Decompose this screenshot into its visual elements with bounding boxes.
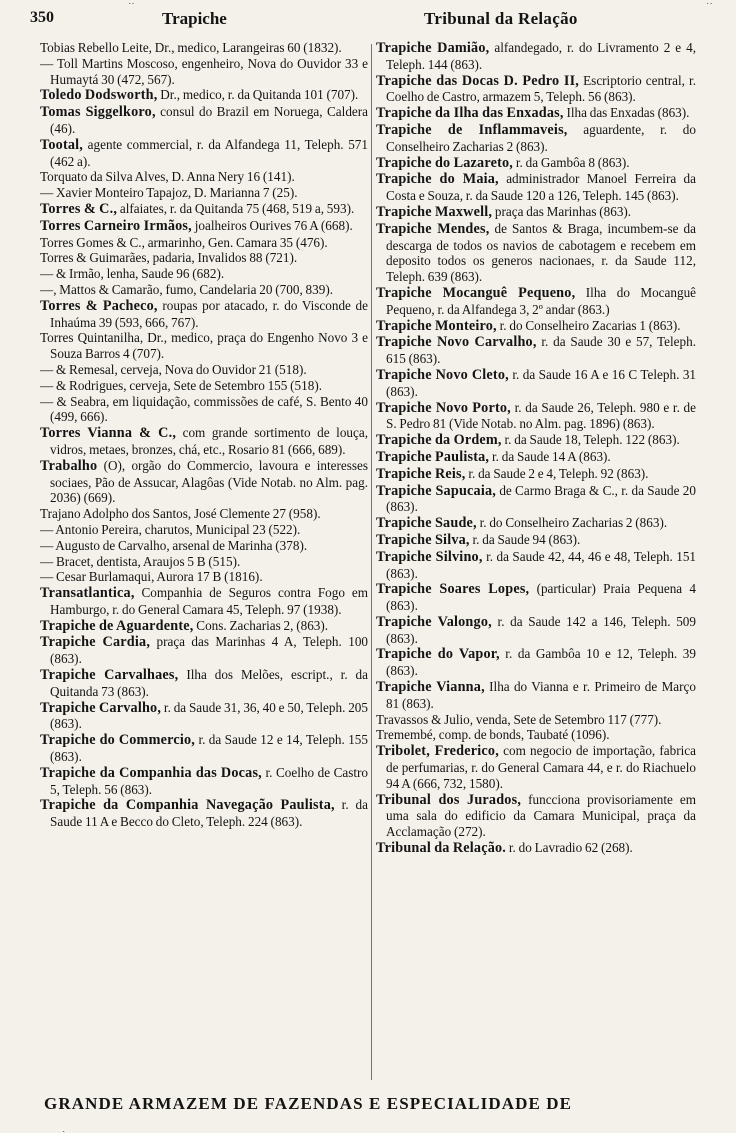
entry-name: Trapiche do Maia,	[376, 171, 499, 188]
entry-name: Trapiche do Commercio,	[40, 732, 196, 749]
directory-entry	[40, 87, 368, 104]
entry-text: Tremembé, comp. de bonds, Taubaté (1096).	[376, 727, 610, 743]
entry-name: Trapiche Paulista,	[376, 448, 490, 465]
entry-text: praça das Marinhas 4 A, Teleph. 100 (863).	[50, 634, 368, 667]
entry-name: Trapiche do Lazareto,	[376, 154, 514, 171]
directory-entry	[40, 667, 368, 700]
entry-text: Ilha do Mocanguê Pequeno, r. da Alfandega 3, 2º andar (863.)	[386, 284, 696, 317]
entry-text: r. da Saude 11 A e Becco do Cleto, Teleph. 224 (863).	[50, 797, 368, 830]
entry-name: Trapiche Silvino,	[376, 548, 483, 565]
directory-entry	[40, 538, 368, 554]
directory-entry	[40, 104, 368, 137]
entry-name: Tribunal da Relação.	[376, 840, 507, 857]
entry-text: com negocio de importação, fabrica de perfumarias, r. do General Camara 44, e r. do Riachuelo 94 A (666, 732, 1580).	[386, 743, 696, 791]
entry-text: agente commercial, r. da Alfandega 11, Teleph. 571 (462 a).	[50, 136, 368, 169]
entry-name: Trapiche Cardia,	[40, 634, 151, 651]
entry-text: Companhia de Seguros contra Fogo em Hamburgo, r. do General Camara 45, Teleph. 97 (1938).	[50, 585, 368, 617]
entry-text: Torquato da Silva Alves, D. Anna Nery 16 (141).	[40, 169, 295, 185]
entry-text: praça das Marinhas (863).	[494, 203, 632, 219]
entry-text: r. da Saude 142 a 146, Teleph. 509 (863).	[386, 613, 696, 646]
entry-name: Trapiche da Companhia Navegação Paulista,	[40, 797, 335, 814]
right-column	[376, 40, 696, 1090]
directory-entry	[376, 483, 696, 516]
entry-text: — & Irmão, lenha, Saude 96 (682).	[40, 266, 225, 282]
entry-name: Trapiche Carvalho,	[40, 699, 162, 716]
directory-entry	[376, 679, 696, 712]
directory-entry	[376, 712, 696, 728]
entry-text: Ilha do Vianna e r. Primeiro de Março 81 (863).	[386, 679, 696, 711]
entry-text: Tobias Rebello Leite, Dr., medico, Larangeiras 60 (1832).	[40, 40, 342, 55]
directory-entry	[40, 56, 368, 88]
entry-text: — Toll Martins Moscoso, engenheiro, Nova do Ouvidor 33 e Humaytá 30 (472, 567).	[40, 55, 368, 87]
running-head-right: Tribunal da Relação	[424, 9, 578, 28]
entry-text: Ilha das Enxadas (863).	[566, 105, 690, 121]
entry-text: r. da Saude 18, Teleph. 122 (863).	[504, 432, 680, 448]
directory-entry	[40, 554, 368, 570]
entry-name: Trapiche Novo Carvalho,	[376, 334, 537, 351]
entry-text: — & Rodrigues, cerveja, Sete de Setembro 155 (518).	[40, 377, 323, 393]
directory-entry	[376, 400, 696, 433]
entry-name: Trapiche das Docas D. Pedro II,	[376, 72, 580, 89]
directory-entry	[40, 797, 368, 830]
directory-entry	[40, 362, 368, 378]
entry-text: r. da Saude 2 e 4, Teleph. 92 (863).	[468, 465, 649, 481]
entry-name: Trapiche Monteiro,	[376, 317, 497, 334]
entry-name: Tootal,	[40, 136, 84, 153]
entry-name: Trapiche Soares Lopes,	[376, 581, 530, 598]
directory-entry	[40, 425, 368, 458]
directory-entry	[376, 122, 696, 155]
entry-name: Trapiche de Aguardente,	[40, 617, 194, 634]
entry-text: roupas por atacado, r. do Visconde de Inhaúma 39 (593, 666, 767).	[50, 297, 368, 330]
directory-entry	[40, 700, 368, 733]
directory-entry	[376, 318, 696, 335]
directory-entry	[40, 585, 368, 618]
entry-text: r. do Lavradio 62 (268).	[508, 840, 633, 856]
directory-entry	[40, 250, 368, 266]
directory-entry	[376, 727, 696, 743]
directory-entry	[376, 466, 696, 483]
entry-text: r. da Saude 42, 44, 46 e 48, Teleph. 151 (863).	[386, 548, 696, 581]
directory-entry	[376, 840, 696, 857]
entry-name: Trapiche Mocanguê Pequeno,	[376, 284, 576, 301]
entry-text: com grande sortimento de louça, vidros, metaes, bronzes, chá, etc., Rosario 81 (666, 689).	[50, 425, 368, 457]
directory-entry	[376, 73, 696, 106]
directory-entry	[376, 221, 696, 285]
directory-entry	[40, 618, 368, 635]
entry-text: aguardente, r. do Conselheiro Zacharias 2 (863).	[386, 121, 696, 154]
entry-text: r. da Saude 26, Teleph. 980 e r. de S. Pedro 81 (Vide Notab. no Alm. pag. 1896) (863).	[386, 399, 696, 432]
entry-text: — Antonio Pereira, charutos, Municipal 23 (522).	[40, 521, 301, 537]
entry-text: Torres Gomes & C., armarinho, Gen. Camara 35 (476).	[40, 234, 328, 250]
directory-entry	[376, 155, 696, 172]
entry-text: r. do Conselheiro Zacharias 2 (863).	[479, 515, 668, 531]
page-number: 350	[30, 9, 54, 26]
directory-entry	[40, 282, 368, 298]
entry-text: — Bracet, dentista, Araujos 5 B (515).	[40, 553, 241, 569]
entry-text: Ilha dos Melões, escript., r. da Quitanda 73 (863).	[50, 667, 368, 699]
entry-name: Torres & C.,	[40, 200, 118, 217]
entry-text: r. da Saude 31, 36, 40 e 50, Teleph. 205 (863).	[50, 699, 368, 732]
directory-entry	[40, 298, 368, 331]
footer-banner: GRANDE ARMAZEM DE FAZENDAS E ESPECIALIDADE DE	[44, 1094, 573, 1113]
entry-name: Trapiche da Ordem,	[376, 432, 502, 449]
directory-entry	[40, 506, 368, 522]
entry-name: Trapiche da Companhia das Docas,	[40, 764, 262, 781]
entry-text: joalheiros Ourives 76 A (668).	[194, 217, 353, 233]
entry-name: Trapiche Damião,	[376, 40, 490, 56]
entry-text: Dr., medico, r. da Quitanda 101 (707).	[160, 87, 359, 103]
directory-entry	[40, 266, 368, 282]
directory-entry	[40, 40, 368, 56]
entry-name: Trapiche Vianna,	[376, 679, 485, 696]
directory-entry	[40, 169, 368, 185]
directory-entry	[40, 137, 368, 170]
entry-text: — Augusto de Carvalho, arsenal de Marinha (378).	[40, 537, 308, 553]
entry-text: alfaiates, r. da Quitanda 75 (468, 519 a, 593).	[119, 200, 355, 216]
entry-text: de Carmo Braga & C., r. da Saude 20 (863).	[386, 482, 696, 515]
entry-text: r. da Saude 94 (863).	[472, 531, 581, 547]
entry-name: Torres & Pacheco,	[40, 297, 158, 314]
print-speck: ˏ	[62, 1122, 66, 1133]
entry-text: — & Remesal, cerveja, Nova do Ouvidor 21 (518).	[40, 361, 307, 377]
entry-name: Tribolet, Frederico,	[376, 743, 499, 760]
entry-text: r. da Saude 16 A e 16 C Teleph. 31 (863).	[386, 366, 696, 399]
directory-entry	[40, 218, 368, 235]
directory-entry	[376, 532, 696, 549]
entry-name: Trapiche da Ilha das Enxadas,	[376, 105, 564, 122]
directory-entry	[40, 634, 368, 667]
entry-name: Trapiche Reis,	[376, 465, 466, 482]
entry-text: (particular) Praia Pequena 4 (863).	[386, 581, 696, 614]
directory-entry	[40, 378, 368, 394]
directory-entry	[376, 581, 696, 614]
directory-entry	[376, 367, 696, 400]
directory-entry	[376, 614, 696, 647]
entry-name: Trapiche de Inflammaveis,	[376, 121, 568, 138]
directory-entry	[40, 458, 368, 506]
entry-name: Toledo Dodsworth,	[40, 87, 158, 104]
entry-text: — & Seabra, em liquidação, commissões de café, S. Bento 40 (499, 666).	[40, 393, 368, 425]
entry-name: Trapiche Mendes,	[376, 220, 490, 237]
entry-text: r. Coelho de Castro 5, Teleph. 56 (863).	[50, 764, 368, 797]
entry-name: Trapiche Novo Cleto,	[376, 366, 509, 383]
entry-name: Transatlantica,	[40, 585, 135, 602]
entry-name: Trabalho	[40, 457, 98, 474]
entry-name: Trapiche Saude,	[376, 515, 477, 532]
entry-text: funcciona provisoriamente em uma sala do edificio da Camara Municipal, praça da Acclamação (272).	[386, 791, 696, 840]
entry-text: administrador Manoel Ferreira da Costa e Souza, r. da Saude 120 a 126, Teleph. 145 (863).	[386, 171, 696, 204]
entry-name: Trapiche Silva,	[376, 531, 470, 548]
entry-text: (O), orgão do Commercio, lavoura e interesses sociaes, Pão de Assucar, Alagôas (Vide Notab. no Alm. pag. 2036) (669).	[50, 457, 368, 506]
entry-text: r. da Saude 12 e 14, Teleph. 155 (863).	[50, 732, 368, 765]
running-head-left: Trapiche	[162, 9, 227, 28]
directory-entry	[376, 334, 696, 367]
directory-entry	[376, 515, 696, 532]
entry-name: Torres Vianna & C.,	[40, 425, 177, 442]
left-column	[40, 40, 368, 1090]
entry-name: Trapiche Novo Porto,	[376, 399, 511, 416]
directory-entry	[376, 432, 696, 449]
directory-entry	[376, 792, 696, 840]
entry-text: de Santos & Braga, incumbem-se da descarga de todos os navios de cabotagem e recebem em deposito todos os generos nacionaes, r. da Saude 112, Teleph. 639 (863).	[386, 220, 696, 285]
print-speck: ˙˙	[706, 2, 713, 13]
entry-text: consul do Brazil em Noruega, Caldera (46).	[50, 104, 368, 136]
entry-text: Cons. Zacharias 2, (863).	[196, 617, 329, 633]
entry-text: Torres & Guimarães, padaria, Invalidos 88 (721).	[40, 250, 298, 266]
entry-name: Tribunal dos Jurados,	[376, 791, 522, 808]
entry-text: r. da Saude 30 e 57, Teleph. 615 (863).	[386, 334, 696, 367]
entry-name: Tomas Siggelkoro,	[40, 104, 156, 121]
entry-name: Trapiche Sapucaia,	[376, 482, 497, 499]
directory-entry	[40, 330, 368, 362]
print-speck: ˙˙	[128, 2, 135, 13]
entry-name: Trapiche Maxwell,	[376, 203, 493, 220]
directory-entry	[40, 732, 368, 765]
entry-text: — Xavier Monteiro Tapajoz, D. Marianna 7 (25).	[40, 185, 298, 201]
directory-entry	[40, 394, 368, 426]
directory-entry	[40, 765, 368, 798]
entry-text: Trajano Adolpho dos Santos, José Clemente 27 (958).	[40, 506, 321, 522]
directory-entry	[376, 743, 696, 791]
column-divider	[371, 44, 372, 1080]
directory-entry	[376, 204, 696, 221]
entry-text: Torres Quintanilha, Dr., medico, praça do Engenho Novo 3 e Souza Barros 4 (707).	[40, 330, 368, 362]
entry-text: —, Mattos & Camarão, fumo, Candelaria 20 (700, 839).	[40, 281, 334, 297]
entry-text: r. da Saude 14 A (863).	[491, 448, 611, 464]
entry-text: Escriptorio central, r. Coelho de Castro, armazem 5, Teleph. 56 (863).	[386, 72, 696, 105]
directory-entry	[40, 185, 368, 201]
directory-entry	[376, 549, 696, 582]
entry-name: Trapiche Carvalhaes,	[40, 667, 179, 684]
directory-entry	[376, 285, 696, 318]
directory-entry	[376, 105, 696, 122]
directory-entry	[40, 569, 368, 585]
directory-entry	[40, 201, 368, 218]
entry-text: Travassos & Julio, venda, Sete de Setembro 117 (777).	[376, 711, 662, 727]
directory-entry	[376, 40, 696, 73]
entry-text: — Cesar Burlamaqui, Aurora 17 B (1816).	[40, 569, 263, 585]
directory-entry	[376, 646, 696, 679]
directory-entry	[376, 171, 696, 204]
entry-text: alfandegado, r. do Livramento 2 e 4, Teleph. 144 (863).	[386, 40, 696, 72]
directory-entry	[40, 235, 368, 251]
directory-entry	[40, 522, 368, 538]
entry-name: Trapiche do Vapor,	[376, 646, 500, 663]
directory-entry	[376, 449, 696, 466]
entry-name: Torres Carneiro Irmãos,	[40, 217, 192, 234]
entry-text: r. da Gambôa 8 (863).	[515, 154, 630, 170]
entry-text: r. da Gambôa 10 e 12, Teleph. 39 (863).	[386, 646, 696, 679]
page-header	[0, 0, 736, 34]
entry-text: r. do Conselheiro Zacarias 1 (863).	[499, 317, 681, 333]
entry-name: Trapiche Valongo,	[376, 613, 492, 630]
